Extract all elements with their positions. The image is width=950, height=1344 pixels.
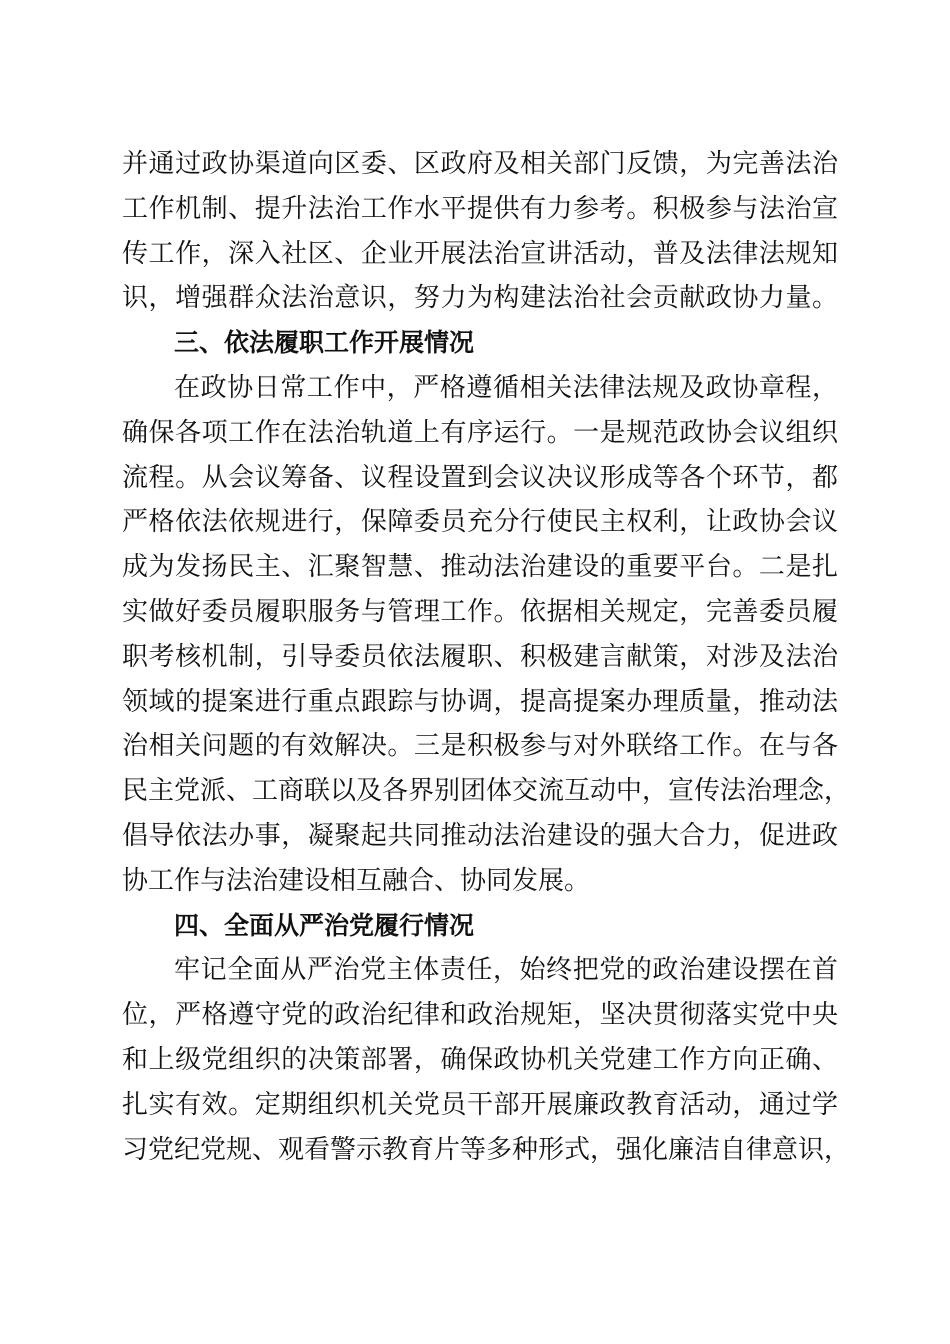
paragraph-line: 民主党派、工商联以及各界别团体交流互动中，宣传法治理念，: [122, 776, 851, 807]
paragraph-line: 职考核机制，引导委员依法履职、积极建言献策，对涉及法治: [122, 641, 838, 672]
paragraph-line: 识，增强群众法治意识，努力为构建法治社会贡献政协力量。: [122, 283, 838, 314]
section-heading-3: 三、依法履职工作开展情况: [174, 328, 475, 358]
paragraph-line: 成为发扬民主、汇聚智慧、推动法治建设的重要平台。二是扎: [122, 552, 838, 583]
intro-paragraph: [122, 142, 838, 321]
paragraph-line: 和上级党组织的决策部署，确保政协机关党建工作方向正确、: [122, 1044, 838, 1075]
paragraph-line: 位，严格遵守党的政治纪律和政治规矩，坚决贯彻落实党中央: [122, 1000, 838, 1031]
section-heading-4: 四、全面从严治党履行情况: [174, 910, 475, 940]
paragraph-line: 严格依法依规进行，保障委员充分行使民主权利，让政协会议: [122, 507, 838, 538]
paragraph-line: 确保各项工作在法治轨道上有序运行。一是规范政协会议组织: [122, 417, 838, 448]
section-3-paragraph: [122, 366, 851, 904]
paragraph-line: 协工作与法治建设相互融合、协同发展。: [122, 865, 591, 896]
paragraph-line: 倡导依法办事，凝聚起共同推动法治建设的强大合力，促进政: [122, 820, 838, 851]
paragraph-line: 治相关问题的有效解决。三是积极参与对外联络工作。在与各: [122, 731, 838, 762]
paragraph-line: 实做好委员履职服务与管理工作。依据相关规定，完善委员履: [122, 596, 838, 627]
paragraph-line: 习党纪党规、观看警示教育片等多种形式，强化廉洁自律意识，: [122, 1134, 851, 1165]
paragraph-line: 并通过政协渠道向区委、区政府及相关部门反馈，为完善法治: [122, 149, 838, 179]
paragraph-line: 扎实有效。定期组织机关党员干部开展廉政教育活动，通过学: [122, 1089, 838, 1120]
paragraph-line: 在政协日常工作中，严格遵循相关法律法规及政协章程，: [174, 372, 838, 403]
paragraph-line: 流程。从会议筹备、议程设置到会议决议形成等各个环节，都: [122, 462, 838, 493]
paragraph-line: 牢记全面从严治党主体责任，始终把党的政治建设摆在首: [174, 955, 838, 986]
paragraph-line: 领域的提案进行重点跟踪与协调，提高提案办理质量，推动法: [122, 686, 838, 717]
paragraph-line: 工作机制、提升法治工作水平提供有力参考。积极参与法治宣: [122, 193, 838, 224]
paragraph-line: 传工作，深入社区、企业开展法治宣讲活动，普及法律法规知: [122, 238, 838, 269]
document-body: [122, 142, 851, 1172]
section-4-paragraph: [122, 948, 851, 1172]
